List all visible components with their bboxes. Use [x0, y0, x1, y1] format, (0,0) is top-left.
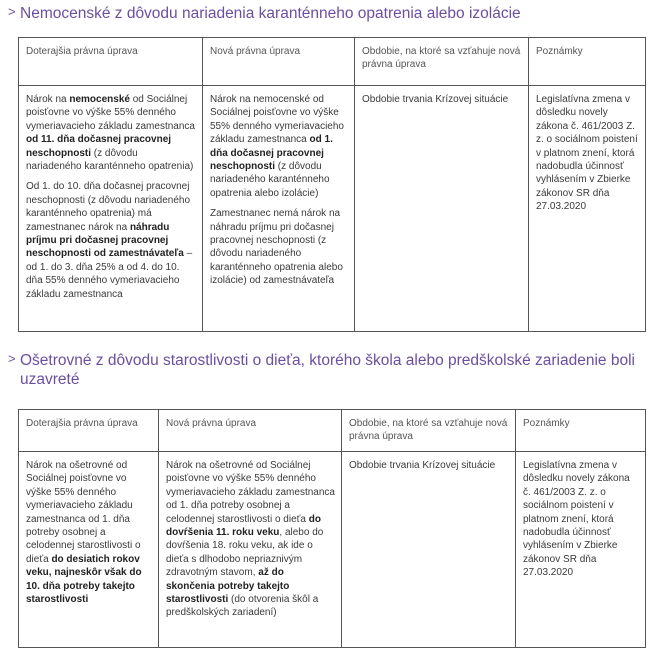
notes-text: Legislatívna zmena v dôsledku novely zákona č. 461/2003 Z. z. o sociálnom poistení v platnom znení, ktorá nadobudla účinnosť vyhlásením v Zbierke zákonov SR dňa 27.03.2020 — [523, 460, 630, 579]
rich-paragraph — [26, 93, 196, 173]
section-2-heading — [8, 351, 658, 389]
column-header: Poznámky — [516, 410, 646, 452]
table-row — [19, 86, 646, 332]
bold-text-run: do dovŕšenia 11. roku veku — [166, 513, 321, 539]
rich-paragraph — [166, 459, 335, 620]
text-run: , alebo do dovŕšenia 18. roku veku, ak ide o dieťa s dlhodobo nepriaznivým zdravotným stavom, — [166, 527, 324, 579]
text-run: (z dôvodu nariadeného karanténneho opatrenia) — [26, 147, 194, 173]
previous-regulation-cell — [19, 86, 203, 332]
table-header-row — [19, 410, 646, 452]
text-run: Zamestnanec nemá nárok na náhradu príjmu pri dočasnej pracovnej neschopnosti (z dôvodu nariadeného karanténneho opatrenia alebo izolácie) od zamestnávateľa — [210, 208, 343, 287]
column-header: Doterajšia právna úprava — [19, 410, 159, 452]
text-run: od Sociálnej poisťovne vo výške 55% denného vymeriavacieho základu zamestnanca — [26, 94, 195, 132]
section-2-table — [18, 409, 646, 648]
chevron-right-icon: > — [8, 351, 16, 366]
new-regulation-cell — [159, 452, 342, 648]
bold-text-run: náhradu príjmu pri dočasnej pracovnej neschopnosti od zamestnávateľa — [26, 221, 184, 260]
text-run: (do otvorenia škôl a predškolských zariadení) — [166, 594, 319, 619]
text-run: Od 1. do 10. dňa dočasnej pracovnej neschopnosti (z dôvodu nariadeného karanténneho opatrenia) má zamestnanec nárok na — [26, 181, 191, 233]
column-header: Nová právna úprava — [159, 410, 342, 452]
table-header-row — [19, 38, 646, 86]
column-header: Nová právna úprava — [203, 38, 355, 86]
rich-paragraph — [26, 180, 196, 301]
section-2-title: Ošetrovné z dôvodu starostlivosti o dieťa, ktorého škola alebo predškolské zariadenie boli uzavreté — [20, 352, 635, 388]
column-header: Poznámky — [529, 38, 646, 86]
notes-cell — [529, 86, 646, 332]
previous-regulation-cell — [19, 452, 159, 648]
bold-text-run: až do skončenia potreby takejto starostlivosti — [166, 567, 290, 606]
period-cell — [342, 452, 516, 648]
bold-text-run: do desiatich rokov veku, najneskôr však do 10. dňa potreby takejto starostlivosti — [26, 553, 142, 606]
new-regulation-cell — [203, 86, 355, 332]
section-1-table — [18, 37, 646, 332]
table-row — [19, 452, 646, 648]
rich-paragraph — [26, 459, 152, 606]
notes-text: Legislatívna zmena v dôsledku novely zákona č. 461/2003 Z. z. o sociálnom poistení v platnom znení, ktorá nadobudla účinnosť vyhlásením v Zbierke zákonov SR dňa 27.03.2020 — [536, 94, 638, 213]
bold-text-run: od 11. dňa dočasnej pracovnej neschopnosti — [26, 134, 172, 159]
bold-text-run: nemocenské — [69, 94, 130, 105]
bold-text-run: od 1. dňa dočasnej pracovnej neschopnosti — [210, 134, 333, 173]
notes-cell — [516, 452, 646, 648]
column-header: Obdobie, na ktoré sa vzťahuje nová právna úprava — [355, 38, 529, 86]
text-run: Nárok na ošetrovné od Sociálnej poisťovne vo výške 55% denného vymeriavacieho základu zamestnanca od 1. dňa potreby osobnej a celodennej starostlivosti o dieťa — [166, 460, 335, 525]
text-run: – od 1. do 3. dňa 25% a od 4. do 10. dňa 55% denného vymeriavacieho základu zamestnanca — [26, 248, 193, 300]
text-run: (z dôvodu nariadeného karanténneho opatrenia alebo izolácie) — [210, 161, 330, 199]
rich-paragraph — [210, 207, 348, 287]
text-run: Nárok na nemocenské od Sociálnej poisťovne vo výške 55% denného vymeriavacieho základu zamestnanca — [210, 94, 344, 146]
period-text: Obdobie trvania Krízovej situácie — [349, 460, 496, 471]
section-1-heading — [8, 4, 658, 23]
column-header: Obdobie, na ktoré sa vzťahuje nová právna úprava — [342, 410, 516, 452]
period-cell — [355, 86, 529, 332]
text-run: Nárok na — [26, 94, 70, 105]
chevron-right-icon: > — [8, 4, 16, 19]
column-header: Doterajšia právna úprava — [19, 38, 203, 86]
text-run: Nárok na ošetrovné od Sociálnej poisťovne vo výške 55% denného vymeriavacieho základu zamestnanca od 1. dňa potreby osobnej a celodennej starostlivosti o dieťa — [26, 460, 141, 565]
period-text: Obdobie trvania Krízovej situácie — [362, 94, 509, 105]
rich-paragraph — [210, 93, 348, 200]
section-1-title: Nemocenské z dôvodu nariadenia karanténneho opatrenia alebo izolácie — [20, 5, 521, 22]
